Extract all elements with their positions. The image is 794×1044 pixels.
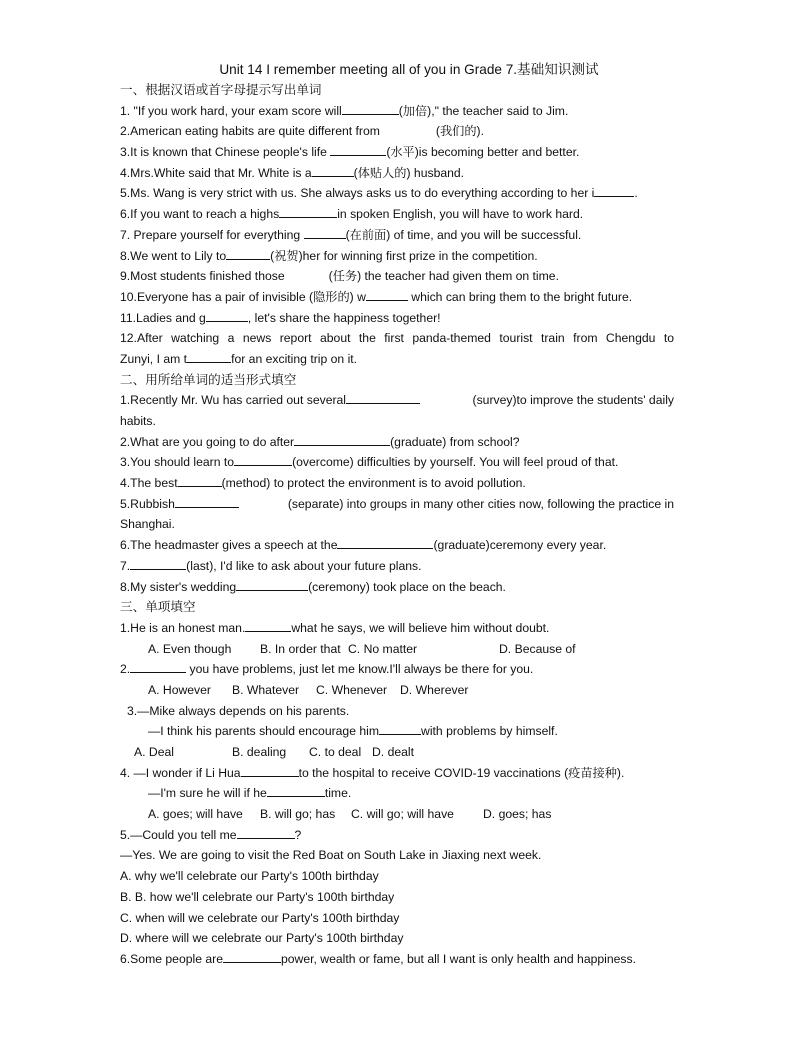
s3-q3-option-b[interactable]: B. dealing (232, 745, 287, 759)
s2-item-4-text: 4.The best (120, 476, 178, 491)
s1-item-1 (120, 101, 674, 122)
s1-item-8-blank[interactable] (226, 247, 270, 260)
s2-item-6 (120, 535, 674, 556)
s1-item-1-text: 1. "If you work hard, your exam score will (120, 103, 342, 118)
section2-heading: 二、用所给单词的适当形式填空 (120, 371, 297, 387)
s1-item-10-blank[interactable] (366, 288, 408, 301)
s1-item-3-blank[interactable] (330, 143, 386, 156)
s1-item-11-text: 11.Ladies and g (120, 310, 206, 325)
s1-item-12-line2 (120, 349, 674, 370)
s3-q2-options (120, 680, 674, 701)
s2-item-6-text: 6.The headmaster gives a speech at the (120, 538, 338, 553)
s3-q4-text: 4. —I wonder if Li Hua (120, 765, 241, 780)
s3-q2-text-end: you have problems, just let me know.I'll always be there for you. (186, 662, 534, 677)
s3-q1-option-b[interactable]: B. In order that (260, 641, 341, 656)
s1-item-5-text-end: . (634, 186, 638, 201)
s1-item-5 (120, 183, 674, 204)
s3-q5-option-b[interactable]: B. B. how we'll celebrate our Party's 100th birthday (120, 889, 395, 904)
s1-item-10-text: 10.Everyone has a pair of invisible (隐形的) w (120, 289, 366, 304)
s2-item-5-text-end: (separate) into groups in many other cities now, following the practice in (287, 496, 674, 511)
s1-item-12-line1: 12.After watching a news report about the first panda-themed tourist train from Chengdu to (120, 331, 674, 346)
s2-item-5-line2: Shanghai. (120, 517, 175, 532)
s3-q4-text2: —I'm sure he will if he (148, 786, 267, 801)
s1-item-4-text-end: (体贴人的) husband. (353, 165, 465, 180)
s2-item-7 (120, 556, 674, 577)
s2-item-1-line1 (120, 390, 674, 411)
s2-item-3-text-end: (overcome) difficulties by yourself. You will feel proud of that. (292, 455, 619, 470)
s3-q5-line1 (120, 825, 674, 846)
s3-q1-text: 1.He is an honest man. (120, 620, 246, 635)
s3-q3-text: —I think his parents should encourage him (148, 724, 380, 739)
s1-item-12-text: Zunyi, I am t (120, 351, 188, 366)
s1-item-4-text: 4.Mrs.White said that Mr. White is a (120, 165, 312, 180)
s1-item-1-text-end: (加倍)," the teacher said to Jim. (398, 103, 569, 118)
s2-item-1-text-end: (survey)to improve the students' daily (472, 393, 674, 408)
s3-q3-option-c[interactable]: C. to deal (309, 745, 362, 759)
s1-item-1-blank[interactable] (342, 102, 399, 115)
s3-q2 (120, 659, 674, 680)
s2-item-7-text: 7. (120, 558, 131, 573)
s1-item-6-text-end: in spoken English, you will have to work hard. (337, 207, 584, 222)
s1-item-7-blank[interactable] (304, 226, 346, 239)
s1-item-6-blank[interactable] (279, 205, 337, 218)
s3-q4-blank2[interactable] (267, 784, 325, 797)
s1-item-2-text-end: (我们的). (435, 124, 484, 139)
s2-item-8-blank[interactable] (236, 578, 308, 591)
s2-item-4 (120, 473, 674, 494)
s3-q2-option-d[interactable]: D. Wherever (400, 682, 469, 697)
s3-q2-option-a[interactable]: A. However (148, 682, 211, 697)
s1-item-9-text: 9.Most students finished those (120, 269, 285, 284)
s2-item-4-text-end: (method) to protect the environment is to avoid pollution. (221, 476, 526, 491)
s1-item-3-text-end: (水平)is becoming better and better. (386, 145, 580, 160)
s3-q6 (120, 949, 674, 970)
s1-item-11-text-end: , let's share the happiness together! (247, 310, 441, 325)
s2-item-8-text-end: (ceremony) took place on the beach. (308, 579, 506, 594)
s1-item-8-text-end: (祝贺)her for winning first prize in the competition. (270, 248, 538, 263)
s1-item-3-text: 3.It is known that Chinese people's life (120, 145, 331, 160)
s2-item-5-text: 5.Rubbish (120, 496, 175, 511)
s1-item-5-blank[interactable] (594, 184, 634, 197)
s3-q1-option-a[interactable]: A. Even though (148, 641, 232, 656)
s1-item-10-text-end: which can bring them to the bright future. (407, 289, 633, 304)
s2-item-4-blank[interactable] (178, 474, 222, 487)
s3-q4-line2 (120, 783, 674, 804)
s3-q3-blank[interactable] (379, 722, 421, 735)
s1-item-4-blank[interactable] (312, 164, 354, 177)
section3-heading: 三、单项填空 (120, 599, 196, 615)
s2-item-6-blank[interactable] (337, 536, 433, 549)
s3-q4-text2-end: time. (324, 786, 352, 801)
s3-q3-option-d[interactable]: D. dealt (372, 745, 415, 759)
s2-item-2-blank[interactable] (294, 433, 390, 446)
s3-q4-text-end: to the hospital to receive COVID-19 vaccinations (疫苗接种). (298, 765, 625, 780)
s3-q4-options (120, 804, 674, 825)
s2-item-1-text: 1.Recently Mr. Wu has carried out several (120, 393, 347, 408)
s1-item-3 (120, 142, 674, 163)
s1-item-9 (120, 266, 674, 287)
worksheet-content (120, 59, 674, 970)
s3-q2-option-b[interactable]: B. Whatever (232, 682, 300, 697)
s1-item-12-blank[interactable] (187, 350, 231, 363)
s3-q4-option-a[interactable]: A. goes; will have (148, 807, 243, 822)
s2-item-2-text: 2.What are you going to do after (120, 434, 295, 449)
s2-item-7-blank[interactable] (130, 557, 186, 570)
s3-q5-blank[interactable] (237, 826, 295, 839)
s1-item-10 (120, 287, 674, 308)
s1-item-8 (120, 246, 674, 267)
s1-item-7 (120, 225, 674, 246)
s1-item-4 (120, 163, 674, 184)
s1-item-7-text-end: (在前面) of time, and you will be successful. (345, 227, 582, 242)
s1-item-5-text: 5.Ms. Wang is very strict with us. She always asks us to do everything according to her i (120, 186, 595, 201)
s3-q1-option-c[interactable]: C. No matter (348, 641, 418, 656)
s2-item-6-text-end: (graduate)ceremony every year. (433, 538, 607, 553)
s2-item-5-blank[interactable] (175, 495, 239, 508)
s2-item-3-blank[interactable] (234, 453, 292, 466)
s3-q2-option-c[interactable]: C. Whenever (316, 682, 388, 697)
s3-q5-option-a[interactable]: A. why we'll celebrate our Party's 100th birthday (120, 869, 379, 884)
s3-q4-option-c[interactable]: C. will go; will have (351, 807, 454, 822)
s1-item-6-text: 6.If you want to reach a highs (120, 207, 280, 222)
s2-item-1-blank[interactable] (346, 391, 420, 404)
s2-item-7-text-end: (last), I'd like to ask about your future plans. (186, 558, 422, 573)
s1-item-11-blank[interactable] (206, 309, 248, 322)
s3-q5-line2: —Yes. We are going to visit the Red Boat on South Lake in Jiaxing next week. (120, 848, 542, 863)
s3-q6-blank[interactable] (223, 950, 281, 963)
s2-item-1-line2: habits. (120, 414, 156, 428)
s1-item-7-text: 7. Prepare yourself for everything (120, 227, 304, 242)
s3-q5-text-end: ? (294, 827, 302, 842)
s2-item-1-part (120, 390, 420, 411)
s1-item-6 (120, 204, 674, 225)
s3-q5-option-d[interactable]: D. where will we celebrate our Party's 100th birthday (120, 931, 404, 946)
s1-item-2 (120, 121, 674, 142)
s3-q3-line1: 3.—Mike always depends on his parents. (127, 703, 350, 718)
s3-q1-text-end: what he says, we will believe him without doubt. (291, 620, 550, 635)
s3-q4-blank[interactable] (241, 764, 299, 777)
s2-item-3-text: 3.You should learn to (120, 455, 235, 470)
s3-q6-text-end: power, wealth or fame, but all I want is only health and happiness. (281, 951, 637, 966)
s3-q1-option-d[interactable]: D. Because of (499, 641, 576, 656)
s3-q3-options (120, 742, 674, 763)
s3-q2-blank[interactable] (130, 660, 186, 673)
s3-q5-text: 5.—Could you tell me (120, 827, 237, 842)
s1-item-8-text: 8.We went to Lily to (120, 248, 227, 263)
s1-item-11 (120, 308, 674, 329)
s1-item-9-text-end: (任务) the teacher had given them on time. (328, 269, 559, 284)
s2-item-8 (120, 577, 674, 598)
s3-q4-line1 (120, 763, 674, 784)
s3-q5-option-c[interactable]: C. when will we celebrate our Party's 100th birthday (120, 910, 400, 925)
s3-q4-option-b[interactable]: B. will go; has (260, 807, 336, 822)
s3-q4-option-d[interactable]: D. goes; has (483, 807, 552, 822)
s2-item-2 (120, 432, 674, 453)
page-title: Unit 14 I remember meeting all of you in Grade 7.基础知识测试 (219, 62, 599, 77)
s3-q1-options (120, 639, 674, 660)
s3-q1 (120, 618, 674, 639)
s3-q3-option-a[interactable]: A. Deal (134, 745, 174, 759)
s2-item-5-line1 (120, 494, 674, 515)
s2-item-8-text: 8.My sister's wedding (120, 579, 237, 594)
s2-item-2-text-end: (graduate) from school? (390, 434, 520, 449)
s3-q3-text-end: with problems by himself. (421, 724, 558, 739)
s3-q2-text: 2. (120, 662, 131, 677)
s3-q6-text: 6.Some people are (120, 951, 223, 966)
s1-item-12-text-end: for an exciting trip on it. (231, 351, 358, 366)
s2-item-5-part (120, 494, 239, 515)
s2-item-3 (120, 452, 674, 473)
s3-q1-blank[interactable] (245, 619, 291, 632)
section1-heading: 一、根据汉语或首字母提示写出单词 (120, 82, 322, 97)
s3-q3-line2 (120, 721, 674, 742)
s1-item-2-text: 2.American eating habits are quite different from (120, 124, 380, 139)
